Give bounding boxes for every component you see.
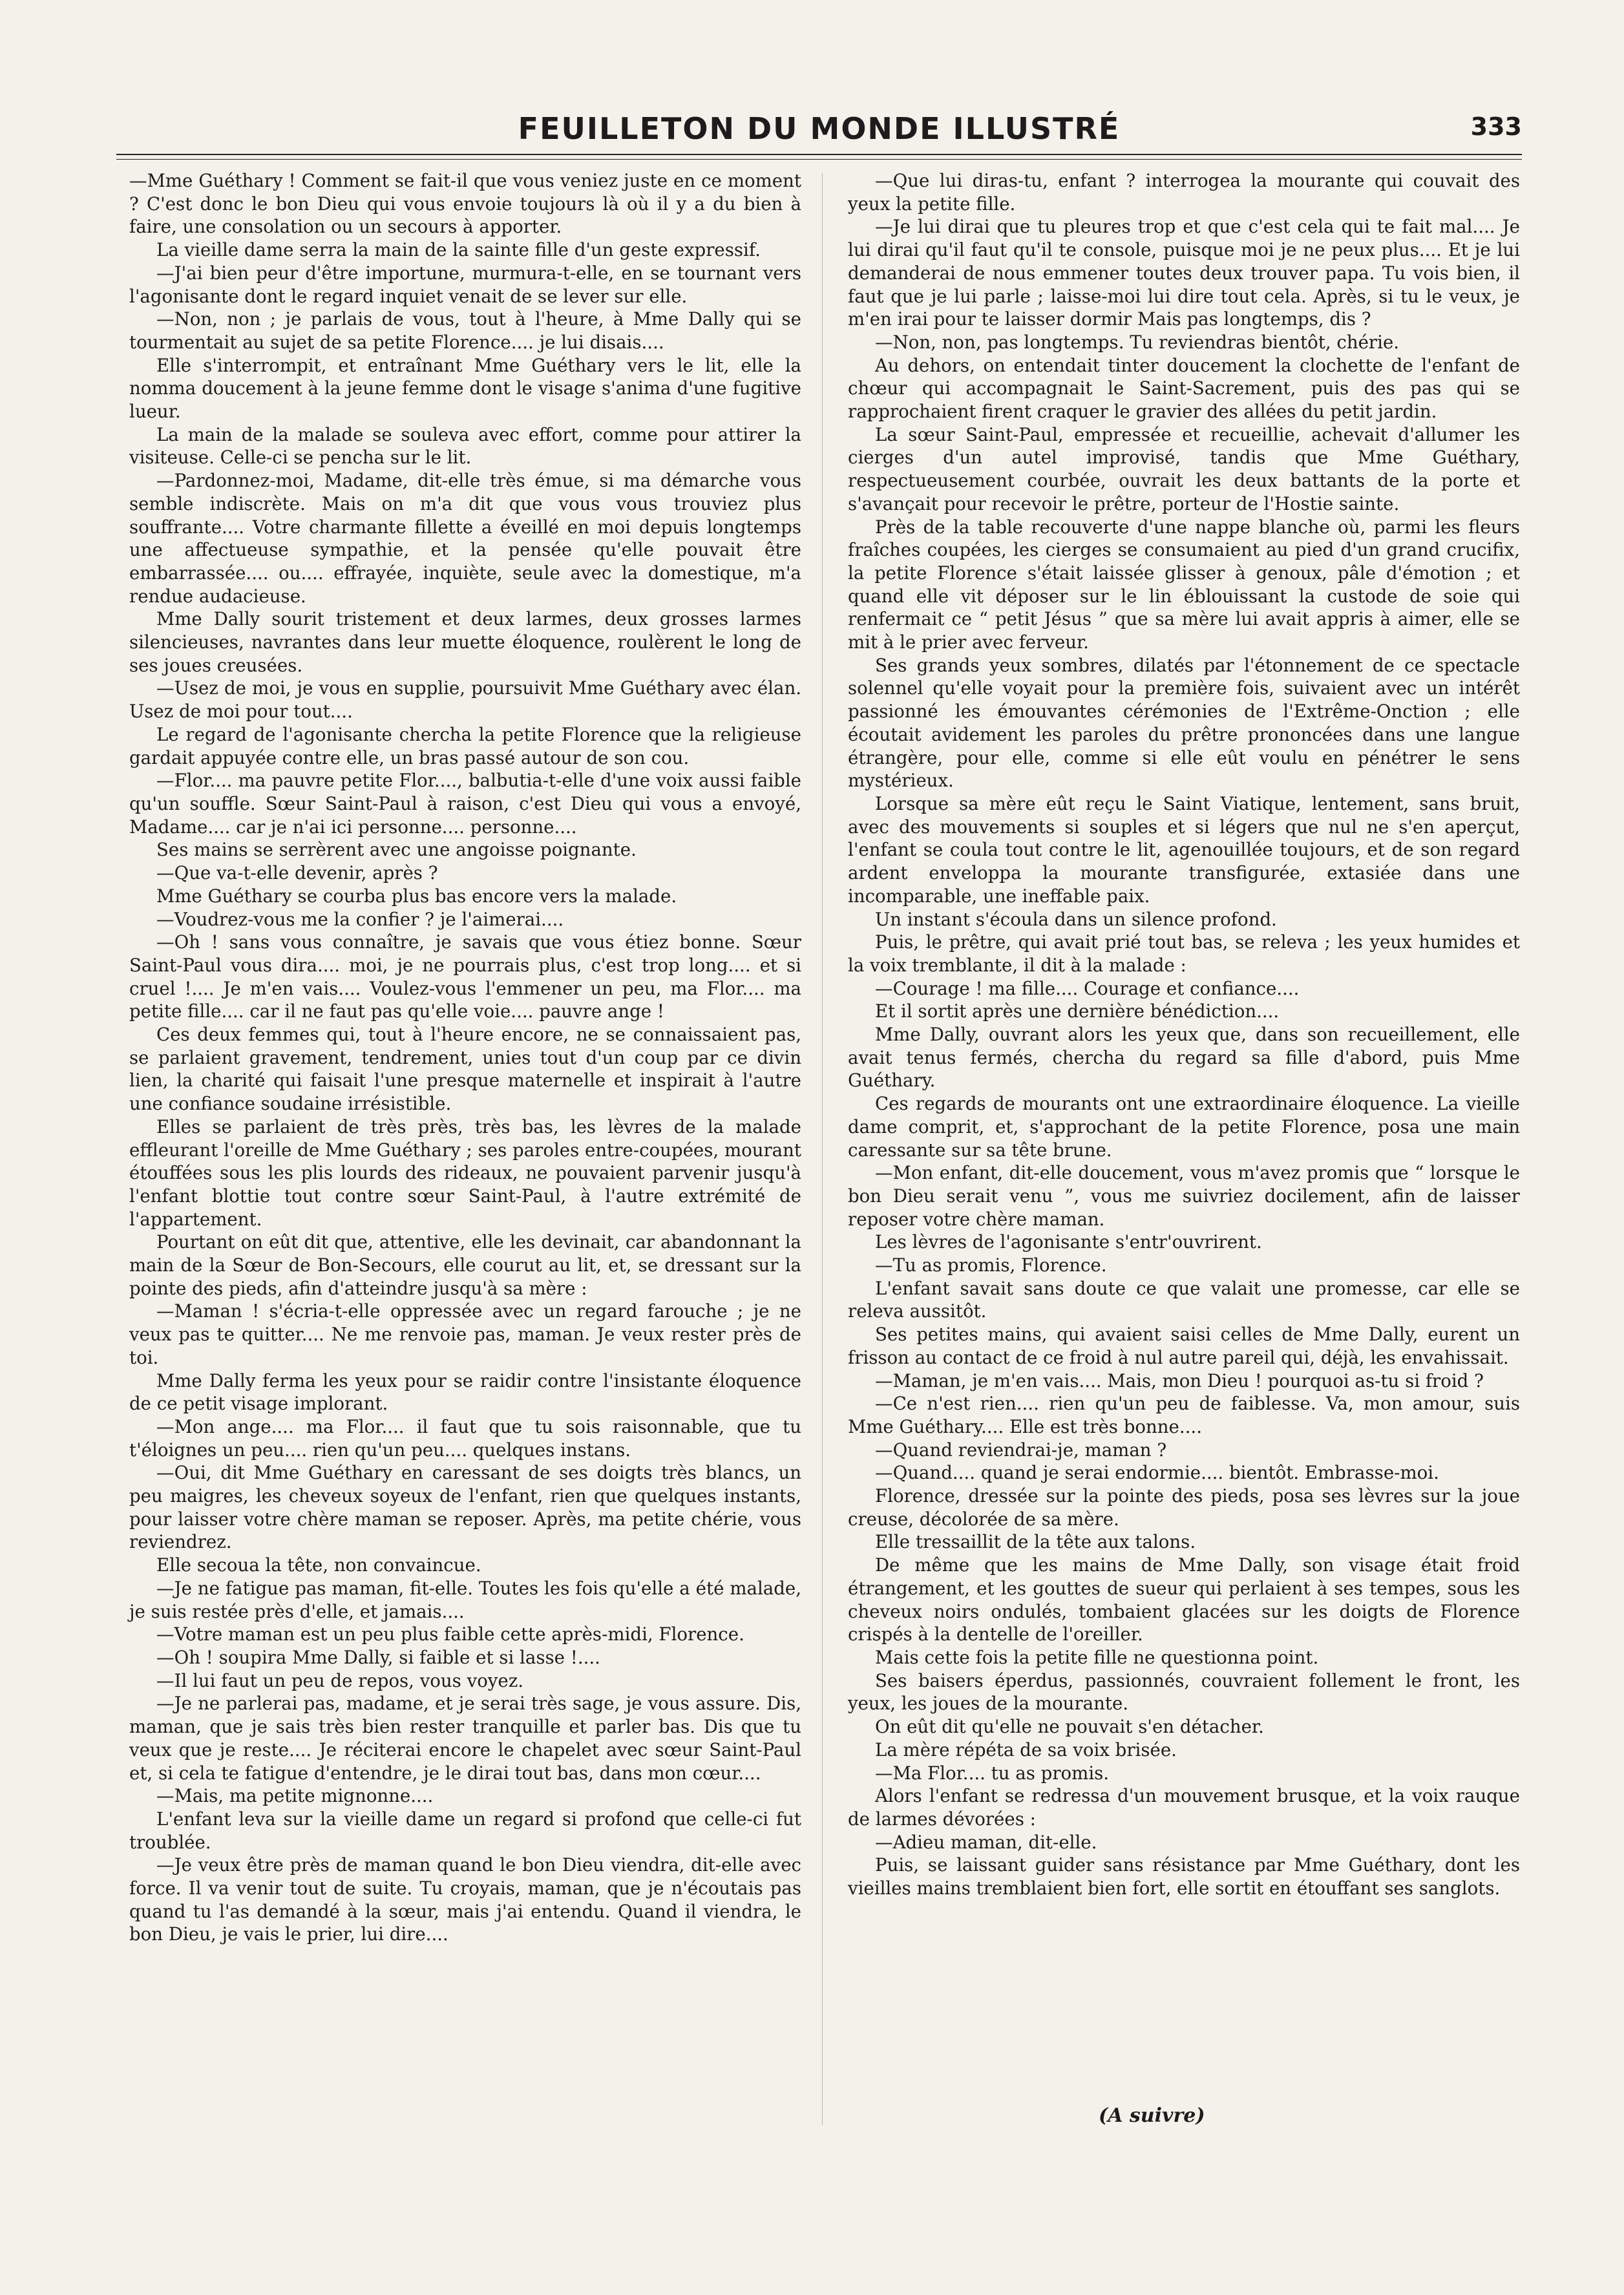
paragraph: —Ma Flor.... tu as promis. xyxy=(875,1762,1110,1784)
paragraph: Lorsque sa mère eût reçu le Saint Viatique, lentement, sans bruit, avec des mouvements si souples et si légers que nul ne s'en aperçut, l'enfant se coula tout contre le lit, agenouillée toujours, et de son regard ardent enveloppa la mourante transfigurée, extasiée dans une incomparable, une ineffable paix. xyxy=(848,792,1520,907)
paragraph: —Quand reviendrai-je, maman ? xyxy=(875,1439,1167,1461)
paragraph: Les lèvres de l'agonisante s'entr'ouvrirent. xyxy=(875,1231,1262,1253)
paragraph: La vieille dame serra la main de la sainte fille d'un geste expressif. xyxy=(156,239,761,261)
paragraph: —Je veux être près de maman quand le bon Dieu viendra, dit-elle avec force. Il va venir tout de suite. Tu croyais, maman, que je n'écoutais pas quand tu l'as demandé à la sœur, mais j'ai entendu. Quand il viendra, le bon Dieu, je vais le prier, lui dire.... xyxy=(129,1854,801,1945)
paragraph: Pourtant on eût dit que, attentive, elle les devinait, car abandonnant la main de la Sœur de Bon-Secours, elle courut au lit, et, se dressant sur la pointe des pieds, afin d'atteindre jusqu'à sa mère : xyxy=(129,1231,801,1299)
to-be-continued: (A suivre) xyxy=(1099,2104,1205,2127)
right-column xyxy=(848,169,1520,1900)
paragraph: Florence, dressée sur la pointe des pieds, posa ses lèvres sur la joue creuse, décolorée de sa mère. xyxy=(848,1485,1520,1530)
paragraph: Elles se parlaient de très près, très bas, les lèvres de la malade effleurant l'oreille de Mme Guéthary ; ses paroles entre-coupées, mourant étouffées sous les plis lourds des rideaux, ne pouvaient parvenir jusqu'à l'enfant blottie tout contre sœur Saint-Paul, à l'autre extrémité de l'appartement. xyxy=(129,1116,801,1230)
paragraph: —Oh ! soupira Mme Dally, si faible et si lasse !.... xyxy=(156,1647,600,1668)
paragraph: Ses petites mains, qui avaient saisi celles de Mme Dally, eurent un frisson au contact de ce froid à nul autre pareil qui, déjà, les envahissait. xyxy=(848,1324,1520,1368)
paragraph: Mais cette fois la petite fille ne questionna point. xyxy=(875,1647,1319,1668)
paragraph: Mme Guéthary se courba plus bas encore vers la malade. xyxy=(156,885,677,907)
paragraph: —Que va-t-elle devenir, après ? xyxy=(156,862,438,884)
paragraph: Alors l'enfant se redressa d'un mouvement brusque, et la voix rauque de larmes dévorées : xyxy=(848,1785,1520,1830)
paragraph: L'enfant leva sur la vieille dame un regard si profond que celle-ci fut troublée. xyxy=(129,1808,801,1853)
page-header xyxy=(116,97,1522,162)
left-column xyxy=(129,169,801,1946)
paragraph: La main de la malade se souleva avec effort, comme pour attirer la visiteuse. Celle-ci se pencha sur le lit. xyxy=(129,423,801,469)
paragraph: —Je lui dirai que tu pleures trop et que c'est cela qui te fait mal.... Je lui dirai qu'il faut qu'il te console, puisque moi je ne peux plus.... Et je lui demanderai de nous emmener toutes deux trouver papa. Tu vois bien, il faut que je lui parle ; laisse-moi lui dire tout cela. Après, si tu le veux, je m'en irai pour te laisser dormir Mais pas longtemps, dis ? xyxy=(848,216,1520,330)
paragraph: —Ce n'est rien.... rien qu'un peu de faiblesse. Va, mon amour, suis Mme Guéthary.... Elle est très bonne.... xyxy=(848,1393,1520,1437)
paragraph: La mère répéta de sa voix brisée. xyxy=(875,1739,1177,1761)
paragraph: —Courage ! ma fille.... Courage et confiance.... xyxy=(875,977,1300,999)
paragraph: —Que lui diras-tu, enfant ? interrogea la mourante qui couvait des yeux la petite fille. xyxy=(848,170,1520,215)
paragraph: —Maman, je m'en vais.... Mais, mon Dieu ! pourquoi as-tu si froid ? xyxy=(875,1370,1484,1391)
paragraph: —Mme Guéthary ! Comment se fait-il que vous veniez juste en ce moment ? C'est donc le bon Dieu qui vous envoie toujours là où il y a du bien à faire, une consolation ou un secours à apporter. xyxy=(129,170,801,238)
page-number: 333 xyxy=(1470,112,1522,141)
paragraph: —Pardonnez-moi, Madame, dit-elle très émue, si ma démarche vous semble indiscrète. Mais on m'a dit que vous vous trouviez plus souffrante.... Votre charmante fillette a éveillé en moi depuis longtemps une affectueuse sympathie, et la pensée qu'elle pouvait être embarrassée.... ou.... effrayée, inquiète, seule avec la domestique, m'a rendue audacieuse. xyxy=(129,470,801,607)
paragraph: Puis, le prêtre, qui avait prié tout bas, se releva ; les yeux humides et la voix tremblante, il dit à la malade : xyxy=(848,931,1520,976)
paragraph: —J'ai bien peur d'être importune, murmura-t-elle, en se tournant vers l'agonisante dont le regard inquiet venait de se lever sur elle. xyxy=(129,262,801,307)
paragraph: Et il sortit après une dernière bénédiction.... xyxy=(875,1000,1280,1022)
paragraph: Au dehors, on entendait tinter doucement la clochette de l'enfant de chœur qui accompagnait le Saint-Sacrement, puis des pas qui se rapprochaient firent craquer le gravier des allées du petit jardin. xyxy=(848,354,1520,423)
paragraph: Elle tressaillit de la tête aux talons. xyxy=(875,1531,1196,1553)
paragraph: —Tu as promis, Florence. xyxy=(875,1254,1107,1276)
paragraph: Elle secoua la tête, non convaincue. xyxy=(156,1554,481,1576)
column-divider xyxy=(822,173,823,2125)
paragraph: Ces regards de mourants ont une extraordinaire éloquence. La vieille dame comprit, et, s'approchant de la petite Florence, posa une main caressante sur sa tête brune. xyxy=(848,1093,1520,1161)
paragraph: Mme Dally, ouvrant alors les yeux que, dans son recueillement, elle avait tenus fermés, chercha du regard sa fille d'abord, puis Mme Guéthary. xyxy=(848,1024,1520,1092)
paragraph: On eût dit qu'elle ne pouvait s'en détacher. xyxy=(875,1716,1264,1738)
paragraph: De même que les mains de Mme Dally, son visage était froid étrangement, et les gouttes de sueur qui perlaient à ses tempes, sous les cheveux noirs ondulés, tombaient glacées sur les doigts de Florence crispés à la dentelle de l'oreiller. xyxy=(848,1554,1520,1645)
paragraph: Ses baisers éperdus, passionnés, couvraient follement le front, les yeux, les joues de la mourante. xyxy=(848,1669,1520,1715)
paragraph: —Je ne fatigue pas maman, fit-elle. Toutes les fois qu'elle a été malade, je suis restée près d'elle, et jamais.... xyxy=(129,1577,801,1622)
page-title: FEUILLETON DU MONDE ILLUSTRÉ xyxy=(518,111,1121,146)
paragraph: Un instant s'écoula dans un silence profond. xyxy=(875,908,1277,930)
paragraph: —Quand.... quand je serai endormie.... bientôt. Embrasse-moi. xyxy=(875,1462,1439,1484)
paragraph: Elle s'interrompit, et entraînant Mme Guéthary vers le lit, elle la nomma doucement à la jeune femme dont le visage s'anima d'une fugitive lueur. xyxy=(129,354,801,423)
paragraph: —Mon ange.... ma Flor.... il faut que tu sois raisonnable, que tu t'éloignes un peu.... rien qu'un peu.... quelques instans. xyxy=(129,1415,801,1461)
paragraph: Puis, se laissant guider sans résistance par Mme Guéthary, dont les vieilles mains tremblaient bien fort, elle sortit en étouffant ses sanglots. xyxy=(848,1854,1520,1899)
header-rule xyxy=(116,154,1522,155)
paragraph: La sœur Saint-Paul, empressée et recueillie, achevait d'allumer les cierges d'un autel improvisé, tandis que Mme Guéthary, respectueusement courbée, ouvrait les deux battants de la porte et s'avançait pour recevoir le prêtre, porteur de l'Hostie sainte. xyxy=(848,423,1520,514)
paragraph: —Non, non, pas longtemps. Tu reviendras bientôt, chérie. xyxy=(875,331,1400,353)
header-rule-thin xyxy=(116,159,1522,160)
paragraph: Ces deux femmes qui, tout à l'heure encore, ne se connaissaient pas, se parlaient gravement, tendrement, unies tout d'un coup par ce divin lien, la charité qui faisait l'une presque maternelle et inspirait à l'autre une confiance soudaine irrésistible. xyxy=(129,1024,801,1115)
paragraph: Ses mains se serrèrent avec une angoisse poignante. xyxy=(156,839,637,861)
paragraph: —Je ne parlerai pas, madame, et je serai très sage, je vous assure. Dis, maman, que je sais très bien rester tranquille et parler bas. Dis que tu veux que je reste.... Je réciterai encore le chapelet avec sœur Saint-Paul et, si cela te fatigue d'entendre, je le dirai tout bas, dans mon cœur.... xyxy=(129,1693,801,1784)
paragraph: —Usez de moi, je vous en supplie, poursuivit Mme Guéthary avec élan. Usez de moi pour tout.... xyxy=(129,677,801,723)
paragraph: —Mais, ma petite mignonne.... xyxy=(156,1785,434,1807)
paragraph: —Maman ! s'écria-t-elle oppressée avec un regard farouche ; je ne veux pas te quitter.... Ne me renvoie pas, maman. Je veux rester près de toi. xyxy=(129,1300,801,1368)
paragraph: —Non, non ; je parlais de vous, tout à l'heure, à Mme Dally qui se tourmentait au sujet de sa petite Florence.... je lui disais.... xyxy=(129,308,801,353)
paragraph: —Oui, dit Mme Guéthary en caressant de ses doigts très blancs, un peu maigres, les cheveux soyeux de l'enfant, rien que quelques instants, pour laisser votre chère maman se reposer. Après, ma petite chérie, vous reviendrez. xyxy=(129,1462,801,1553)
paragraph: L'enfant savait sans doute ce que valait une promesse, car elle se releva aussitôt. xyxy=(848,1277,1520,1322)
paragraph: Ses grands yeux sombres, dilatés par l'étonnement de ce spectacle solennel qu'elle voyait pour la première fois, suivaient avec un intérêt passionné les émouvantes cérémonies de l'Extrême-Onction ; elle écoutait avidement les paroles du prêtre prononcées dans une langue étrangère, pour elle, comme si elle eût voulu en pénétrer le sens mystérieux. xyxy=(848,654,1520,792)
paragraph: —Mon enfant, dit-elle doucement, vous m'avez promis que “ lorsque le bon Dieu serait venu ”, vous me suivriez docilement, afin de laisser reposer votre chère maman. xyxy=(848,1162,1520,1230)
paragraph: Mme Dally ferma les yeux pour se raidir contre l'insistante éloquence de ce petit visage implorant. xyxy=(129,1370,801,1415)
paragraph: —Votre maman est un peu plus faible cette après-midi, Florence. xyxy=(156,1623,744,1645)
paragraph: Près de la table recouverte d'une nappe blanche où, parmi les fleurs fraîches coupées, les cierges se consumaient au pied d'un grand crucifix, la petite Florence s'était laissée glisser à genoux, pâle d'émotion ; et quand elle vit déposer sur le lin éblouissant la custode de soie qui renfermait ce “ petit Jésus ” que sa mère lui avait appris à aimer, elle se mit à le prier avec ferveur. xyxy=(848,516,1520,653)
paragraph: —Il lui faut un peu de repos, vous voyez. xyxy=(156,1669,524,1691)
paragraph: —Oh ! sans vous connaître, je savais que vous étiez bonne. Sœur Saint-Paul vous dira.... moi, je ne pourrais plus, c'est trop long.... et si cruel !.... Je m'en vais.... Voulez-vous l'emmener un peu, ma Flor.... ma petite fille.... car il ne faut pas qu'elle voie.... pauvre ange ! xyxy=(129,931,801,1022)
paragraph: Le regard de l'agonisante chercha la petite Florence que la religieuse gardait appuyée contre elle, un bras passé autour de son cou. xyxy=(129,723,801,768)
paragraph: —Voudrez-vous me la confier ? je l'aimerai.... xyxy=(156,908,564,930)
paragraph: —Flor.... ma pauvre petite Flor...., balbutia-t-elle d'une voix aussi faible qu'un souffle. Sœur Saint-Paul à raison, c'est Dieu qui vous a envoyé, Madame.... car je n'ai ici personne.... personne.... xyxy=(129,770,801,838)
paragraph: —Adieu maman, dit-elle. xyxy=(875,1831,1097,1853)
paragraph: Mme Dally sourit tristement et deux larmes, deux grosses larmes silencieuses, navrantes dans leur muette éloquence, roulèrent le long de ses joues creusées. xyxy=(129,608,801,676)
